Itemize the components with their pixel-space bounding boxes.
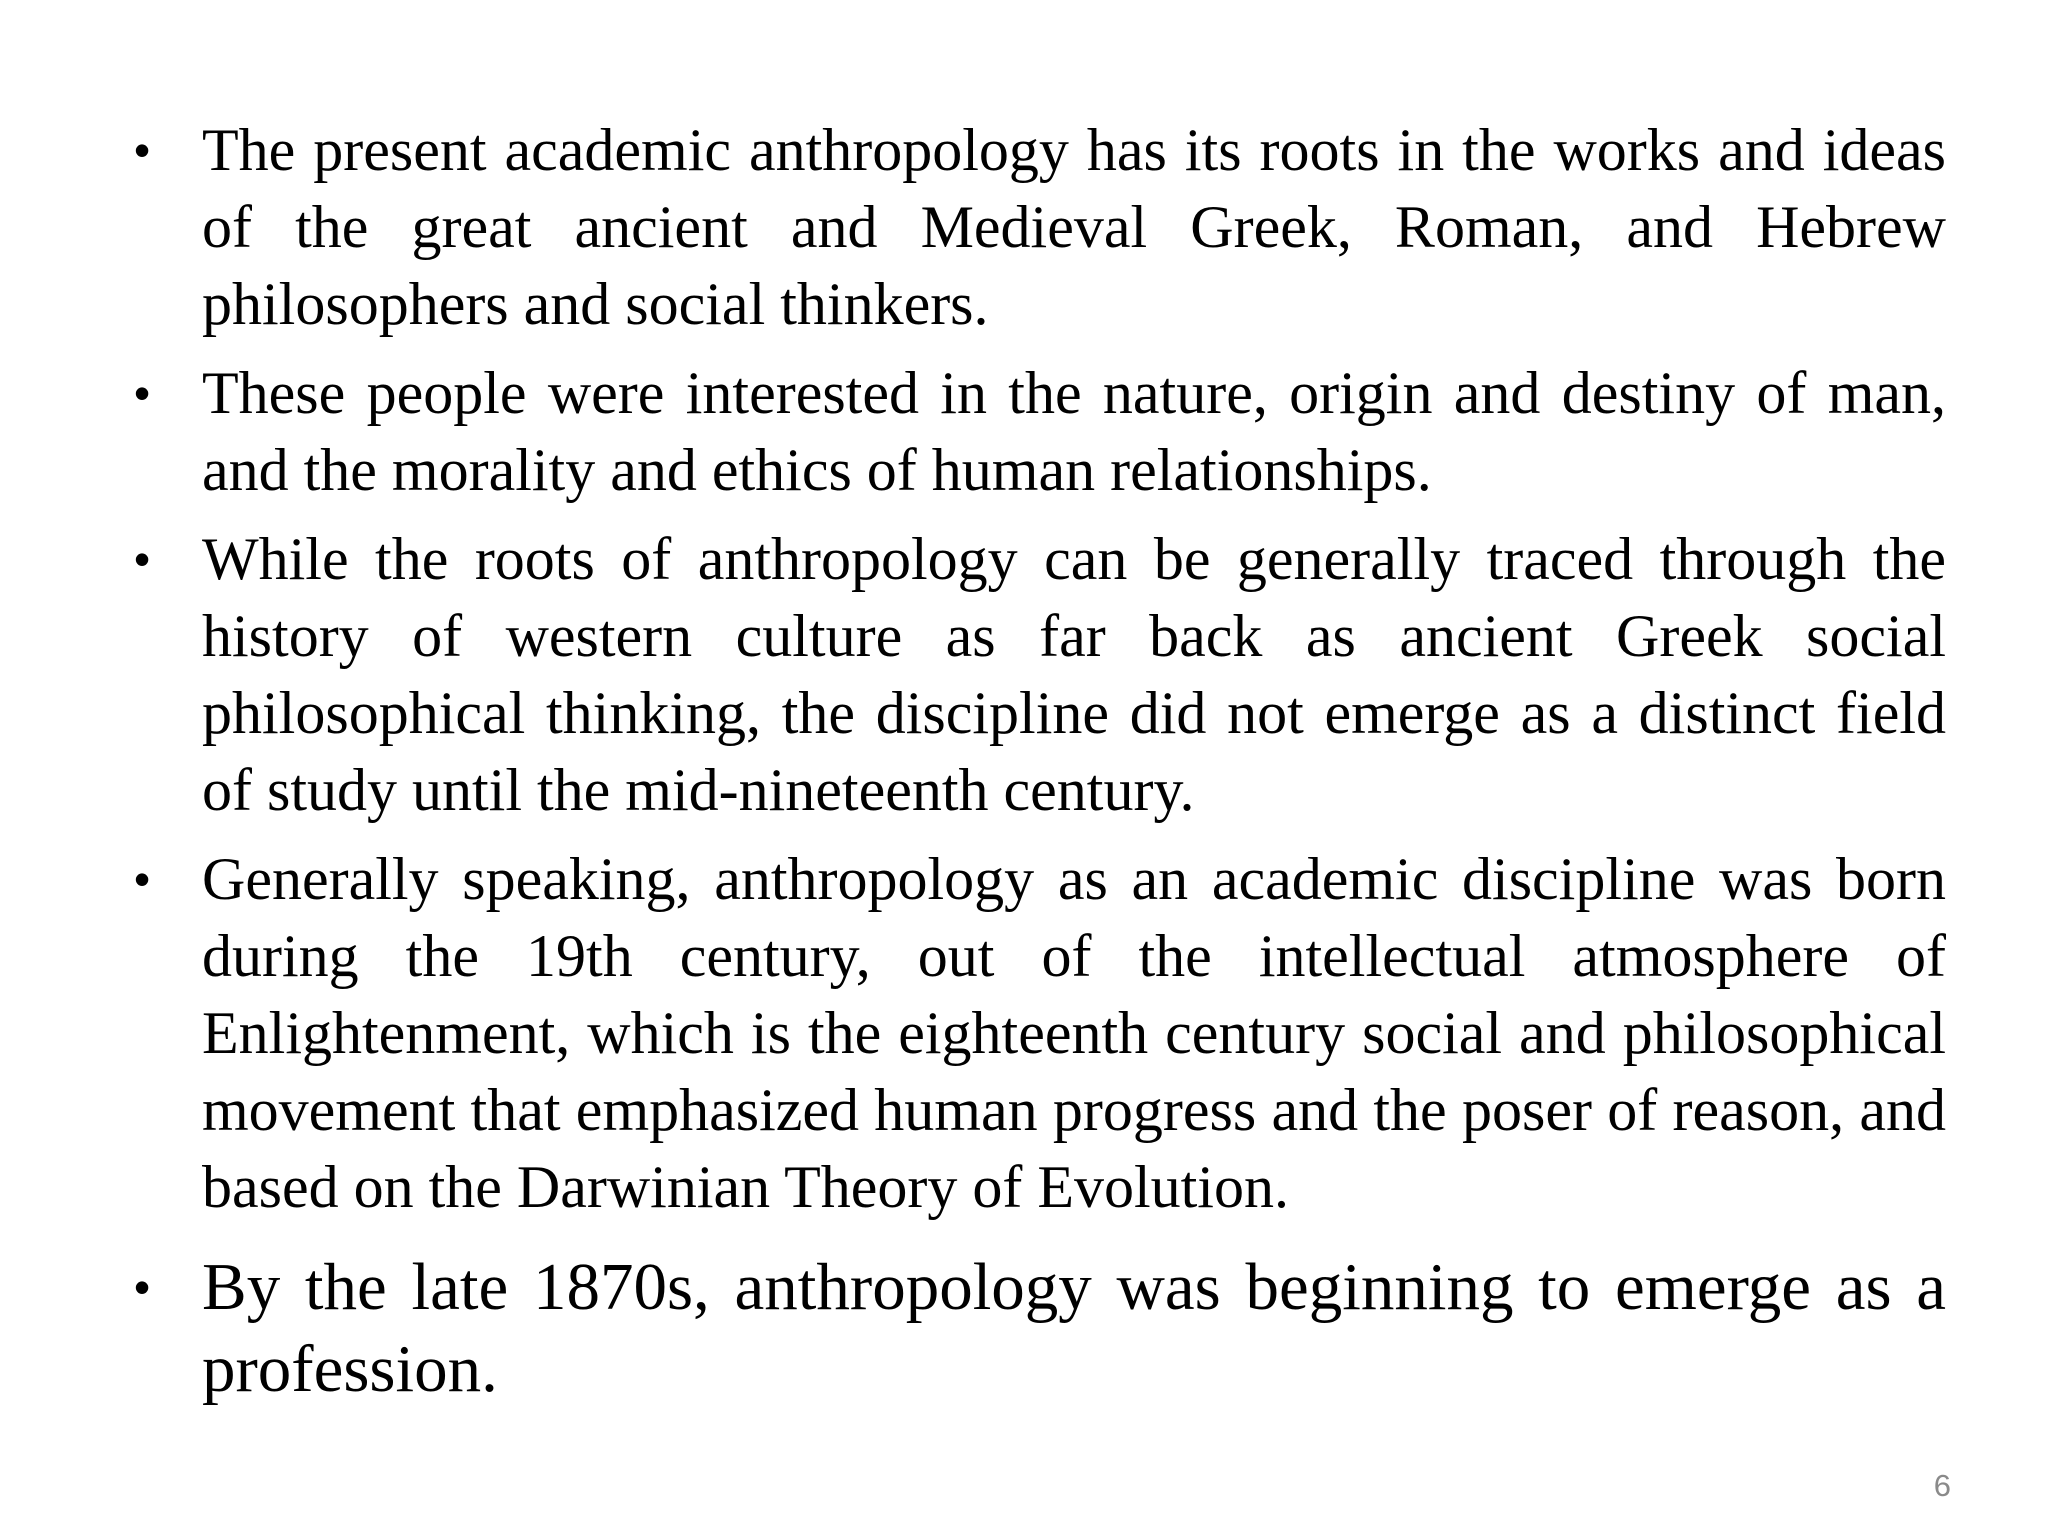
- bullet-dot-icon: •: [133, 1261, 151, 1313]
- bullet-dot-icon: •: [133, 853, 151, 905]
- bullet-text-1: The present academic anthropology has its roots in the works and ideas of the great ancient and Medieval Greek, Roman, and Hebrew philosophers and social thinkers.: [202, 117, 1946, 337]
- bullet-dot-icon: •: [133, 124, 151, 176]
- bullet-dot-icon: •: [133, 533, 151, 585]
- bullet-text-2: These people were interested in the nature, origin and destiny of man, and the morality and ethics of human relationships.: [202, 360, 1946, 503]
- bullet-dot-icon: •: [133, 367, 151, 419]
- bullet-item-1: [122, 112, 1946, 343]
- bullet-item-2: [122, 355, 1946, 509]
- bullet-item-5: [122, 1246, 1946, 1410]
- bullet-item-3: [122, 521, 1946, 829]
- bullet-text-5: By the late 1870s, anthropology was beginning to emerge as a profession.: [202, 1250, 1946, 1406]
- bullet-text-4: Generally speaking, anthropology as an academic discipline was born during the 19th century, out of the intellectual atmosphere of Enlightenment, which is the eighteenth century social and philosophical movement that emphasized human progress and the poser of reason, and based on the Darwinian Theory of Evolution.: [202, 846, 1946, 1220]
- bullet-item-4: [122, 841, 1946, 1226]
- page-number: 6: [1933, 1468, 1951, 1503]
- bullet-text-3: While the roots of anthropology can be generally traced through the history of western culture as far back as ancient Greek social philosophical thinking, the discipline did not emerge as a distinct field of study until the mid-nineteenth century.: [202, 526, 1946, 823]
- bullet-list: [122, 112, 1946, 1422]
